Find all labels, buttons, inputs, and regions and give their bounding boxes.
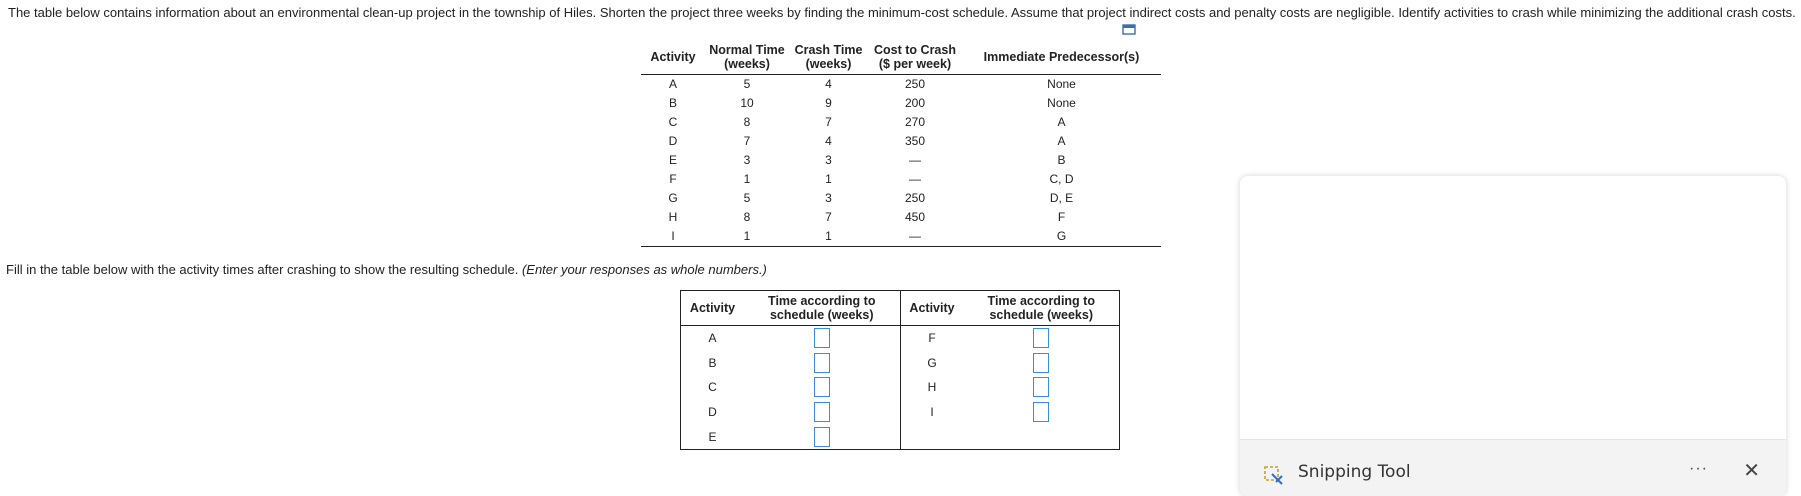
answer-table [680, 290, 1120, 450]
info-cell-cost: 450 [904, 210, 926, 224]
answer-input-a[interactable] [814, 328, 830, 348]
answer-table-row [681, 326, 1120, 351]
info-cell-cost: 250 [904, 191, 926, 205]
info-cell-normal: 1 [705, 227, 789, 247]
snipping-tool-bar [1240, 439, 1786, 496]
col-cost-header: Cost to Crash ($ per week) [868, 40, 962, 75]
question-intro: The table below contains information about an environmental clean-up project in the township of Hiles. Shorten the project three weeks by finding the minimum-cost schedule. Assume that project indirect costs and penalty costs are negligible. Identify activities to crash while minimizing the additional crash costs. [8, 5, 1796, 20]
info-cell-normal: 7 [743, 134, 751, 148]
copy-data-icon[interactable] [1122, 24, 1136, 36]
info-cell-crash: 7 [825, 210, 832, 224]
info-cell-crash: 7 [825, 115, 832, 129]
answer-table-header-row [681, 291, 1120, 326]
answer-activity-label [900, 424, 964, 449]
info-table-row [641, 227, 1161, 247]
info-cell-crash: 1 [789, 227, 868, 247]
project-info-table [641, 40, 1161, 247]
answer-activity-label: C [708, 380, 717, 395]
answer-activity-label: D [708, 405, 717, 420]
answer-col-activity-left: Activity [681, 291, 745, 326]
col-activity-header: Activity [641, 40, 705, 75]
more-options-button[interactable]: ··· [1689, 460, 1708, 477]
scissors-icon [1264, 466, 1284, 486]
answer-col-time-right: Time according to schedule (weeks) [964, 291, 1120, 326]
answer-input-cell [964, 375, 1120, 400]
info-cell-pred: None [1047, 77, 1076, 91]
answer-activity-label: F [928, 331, 936, 346]
info-cell-normal: 8 [743, 115, 751, 129]
info-cell-cost: — [909, 153, 921, 167]
info-table-header-row [641, 40, 1161, 75]
answer-input-g[interactable] [1033, 353, 1049, 373]
info-cell-pred: G [962, 227, 1161, 247]
answer-activity-label: E [708, 429, 717, 444]
answer-input-cell [964, 400, 1120, 425]
answer-input-cell [744, 375, 900, 400]
info-cell-activity: I [641, 227, 705, 247]
info-table-row [641, 94, 1161, 113]
answer-input-cell [964, 351, 1120, 376]
answer-table-row [681, 400, 1120, 425]
info-cell-crash: 4 [825, 77, 832, 91]
info-cell-normal: 3 [743, 153, 751, 167]
instruction-main: Fill in the table below with the activity times after crashing to show the resulting schedule. [6, 262, 519, 277]
info-cell-activity: E [668, 153, 677, 167]
col-predecessor-header: Immediate Predecessor(s) [962, 40, 1161, 75]
info-table-row [641, 132, 1161, 151]
info-cell-normal: 5 [743, 77, 751, 91]
info-cell-pred: None [1047, 96, 1076, 110]
info-cell-activity: G [668, 191, 678, 205]
info-cell-activity: C [668, 115, 678, 129]
snipping-tool-notification[interactable] [1240, 176, 1786, 496]
answer-input-i[interactable] [1033, 402, 1049, 422]
info-cell-cost: 200 [904, 96, 926, 110]
answer-table-row [681, 351, 1120, 376]
info-cell-crash: 3 [825, 153, 832, 167]
info-cell-activity: B [668, 96, 677, 110]
info-table-row [641, 151, 1161, 170]
info-cell-cost: — [909, 172, 921, 186]
col-crash-time-header: Crash Time (weeks) [789, 40, 868, 75]
close-button[interactable]: ✕ [1743, 460, 1760, 482]
answer-col-activity-right: Activity [900, 291, 964, 326]
answer-input-f[interactable] [1033, 328, 1049, 348]
answer-input-cell [744, 351, 900, 376]
info-table-row [641, 189, 1161, 208]
answer-activity-label: A [708, 331, 717, 346]
snipping-tool-title: Snipping Tool [1298, 462, 1411, 482]
answer-activity-label: I [930, 405, 934, 420]
info-cell-crash: 1 [825, 172, 832, 186]
info-cell-cost: — [868, 227, 962, 247]
answer-input-e[interactable] [814, 427, 830, 447]
answer-input-h[interactable] [1033, 377, 1049, 397]
answer-input-cell [964, 424, 1120, 449]
info-cell-activity: D [668, 134, 678, 148]
info-cell-normal: 1 [743, 172, 751, 186]
info-cell-crash: 9 [825, 96, 832, 110]
info-cell-pred: C, D [1049, 172, 1074, 186]
info-cell-pred: D, E [1049, 191, 1074, 205]
info-cell-normal: 10 [740, 96, 754, 110]
answer-input-cell [744, 400, 900, 425]
info-cell-activity: A [668, 77, 677, 91]
instruction-text [6, 262, 767, 277]
info-cell-cost: 270 [904, 115, 926, 129]
info-cell-normal: 5 [743, 191, 751, 205]
info-cell-crash: 3 [825, 191, 832, 205]
answer-table-row [681, 424, 1120, 449]
info-cell-pred: F [1057, 210, 1066, 224]
info-cell-normal: 8 [743, 210, 751, 224]
answer-input-d[interactable] [814, 402, 830, 422]
answer-input-c[interactable] [814, 377, 830, 397]
answer-input-cell [744, 424, 900, 449]
col-normal-time-header: Normal Time (weeks) [705, 40, 789, 75]
info-cell-crash: 4 [825, 134, 832, 148]
info-cell-pred: B [1057, 153, 1066, 167]
answer-col-time-left: Time according to schedule (weeks) [744, 291, 900, 326]
info-cell-cost: 250 [904, 77, 926, 91]
info-table-row [641, 170, 1161, 189]
instruction-note: (Enter your responses as whole numbers.) [521, 262, 767, 277]
info-table-row [641, 75, 1161, 95]
answer-activity-label: G [927, 355, 937, 370]
answer-activity-label: H [927, 380, 937, 395]
answer-activity-label: B [708, 355, 717, 370]
info-cell-activity: H [668, 210, 678, 224]
info-table-row [641, 113, 1161, 132]
info-table-row [641, 208, 1161, 227]
info-cell-pred: A [1057, 134, 1066, 148]
answer-input-b[interactable] [814, 353, 830, 373]
info-cell-pred: A [1057, 115, 1066, 129]
info-cell-cost: 350 [904, 134, 926, 148]
info-cell-activity: F [669, 172, 677, 186]
answer-table-row [681, 375, 1120, 400]
answer-input-cell [744, 326, 900, 351]
answer-input-cell [964, 326, 1120, 351]
